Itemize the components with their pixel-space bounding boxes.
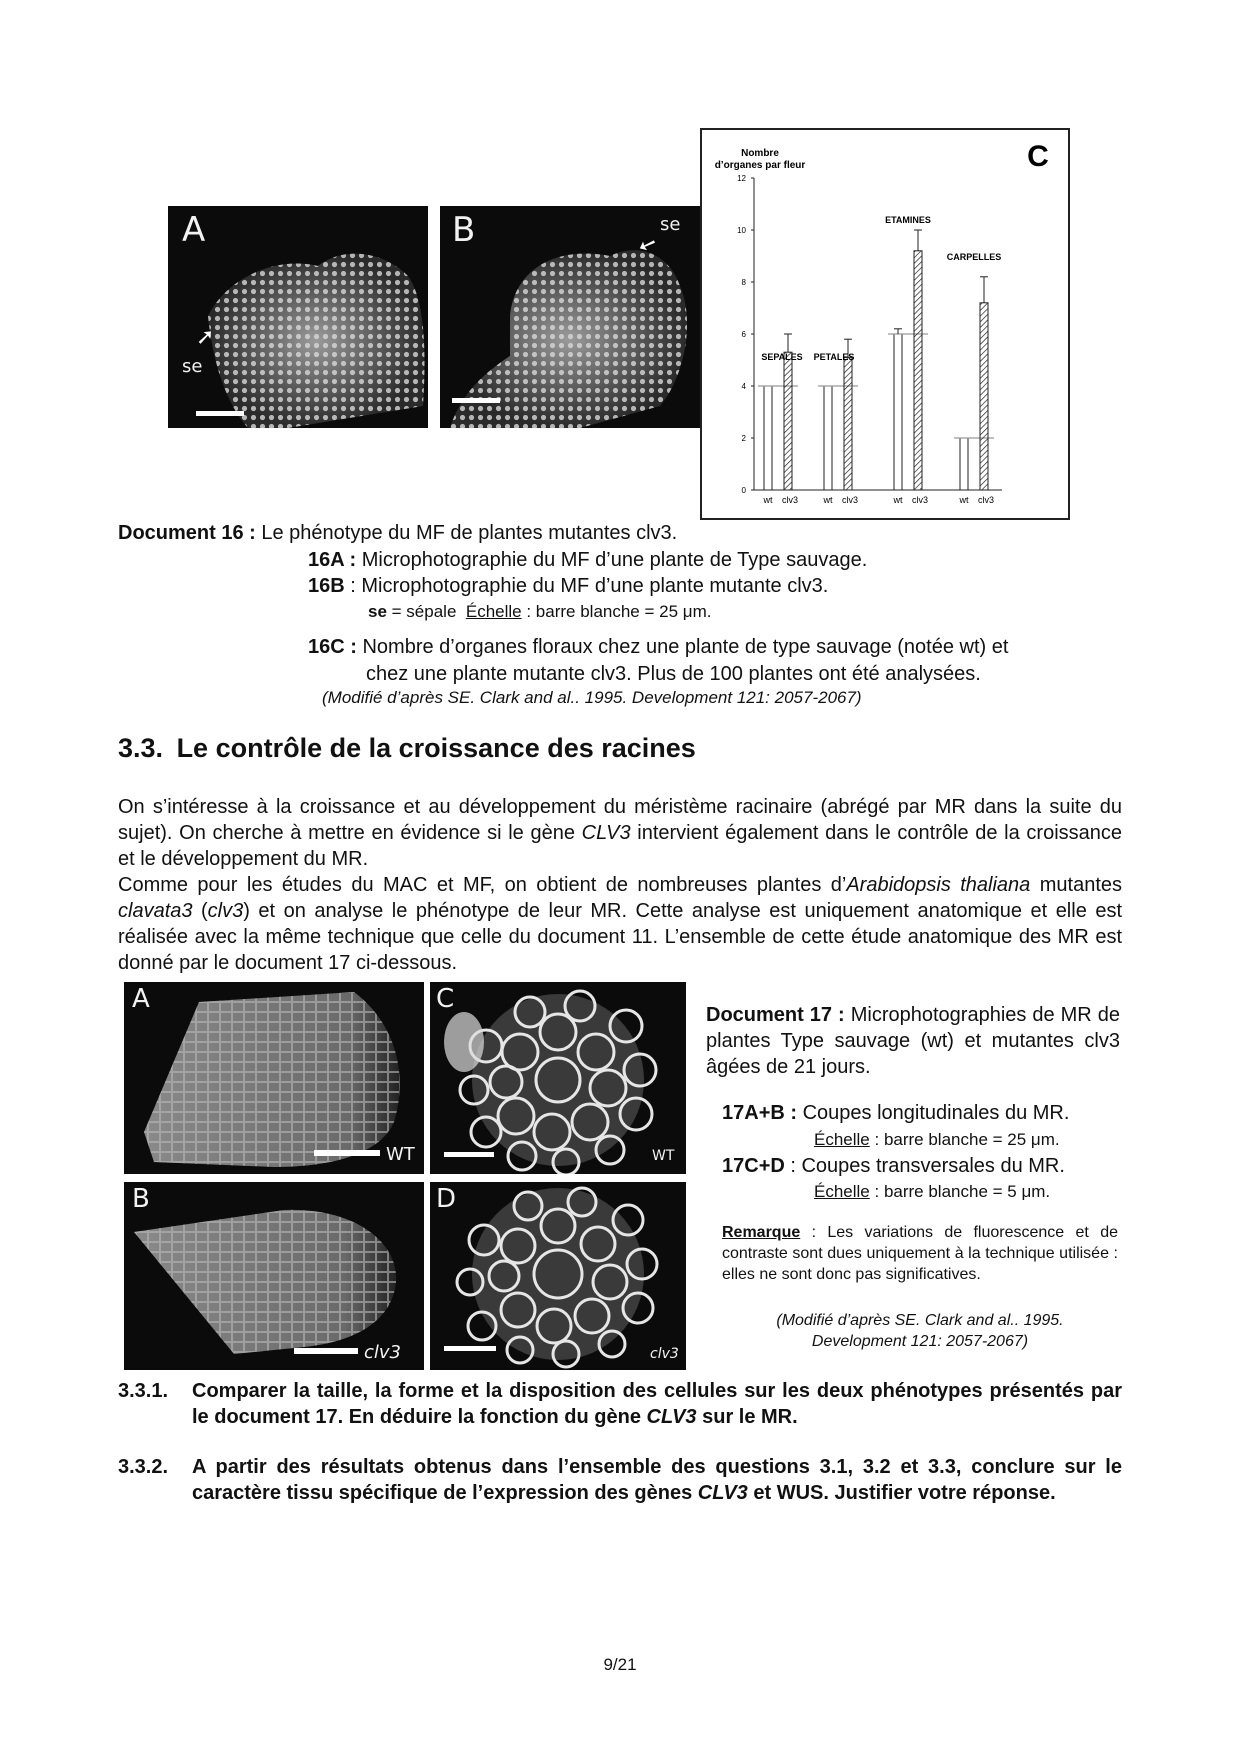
question-number: 3.3.2. [118, 1456, 169, 1478]
micrograph-17d [430, 1182, 686, 1370]
intro-paragraph-1 [118, 794, 1122, 872]
doc17-heading [706, 1002, 1120, 1080]
doc17-cd-caption [722, 1153, 1132, 1179]
doc17-ab-caption [722, 1100, 1132, 1126]
x-label-wt: wt [893, 495, 903, 505]
panel-letter-d: D [436, 1184, 457, 1214]
doc16-a-caption [308, 547, 1108, 573]
scale-text: : barre blanche = 25 μm. [874, 1130, 1060, 1149]
intro-p2-d: ) et on analyse le phénotype de leur MR. Cette analyse est uniquement anatomique et elle est réalisée avec la même technique que celle du document 11. L’ensemble de cette étude anatomique des MR est donné par le document 17 ci-dessous. [118, 900, 1123, 974]
arrow-icon: ➚ [196, 324, 215, 349]
micrograph-17a [124, 982, 424, 1174]
micrograph-17a-image [124, 982, 424, 1174]
tag-clv3: clv3 [364, 1342, 402, 1363]
scale-word: Échelle [814, 1182, 870, 1201]
doc16-source-text: (Modifié d’après SE. Clark and al.. 1995. Development 121: 2057-2067) [322, 688, 862, 707]
doc17-remark [722, 1222, 1118, 1285]
bar-clv3 [844, 357, 852, 490]
micrograph-16a-image [168, 206, 428, 428]
intro-paragraph-2 [118, 872, 1122, 976]
question-text-b: sur le MR. [696, 1406, 798, 1428]
intro-p1-gene: CLV3 [581, 822, 631, 844]
panel-letter-b: B [132, 1184, 150, 1214]
doc16-c-caption-2 [366, 661, 1126, 687]
question-text [192, 1378, 1122, 1430]
question-text-a: Comparer la taille, la forme et la disposition des cellules sur les deux phénotypes présentés par le document 17. En déduire la fonction du gène [192, 1380, 1122, 1428]
question-gene: CLV3 [646, 1406, 697, 1428]
panel-letter-a: A [132, 984, 150, 1014]
doc16-label: Document 16 : [118, 522, 256, 544]
micrograph-16b [440, 206, 700, 428]
intro-p2-b: mutantes [1030, 874, 1122, 896]
y-tick-label: 10 [737, 226, 746, 235]
doc16-c-text-2: chez une plante mutante clv3. Plus de 100 plantes ont été analysées. [366, 663, 981, 685]
intro-p2-c: ( [192, 900, 208, 922]
micrograph-17d-image [430, 1182, 686, 1370]
doc16-b-label: 16B [308, 575, 345, 597]
se-key: se [368, 602, 387, 621]
y-tick-label: 12 [737, 174, 746, 183]
bar-clv3 [784, 352, 792, 490]
doc17-label: Document 17 : [706, 1004, 845, 1026]
bar-clv3 [980, 303, 988, 490]
tag-clv3: clv3 [650, 1346, 679, 1362]
y-tick-label: 8 [741, 278, 746, 287]
doc17-ab-scale [814, 1129, 1134, 1151]
tag-wt: WT [386, 1144, 415, 1165]
doc17-source-1: (Modifié d’après SE. Clark and al.. 1995. [776, 1312, 1064, 1329]
doc17-cd-scale [814, 1181, 1134, 1203]
y-tick-label: 2 [741, 434, 746, 443]
question-gene: CLV3 [697, 1482, 748, 1504]
doc16-c-label: 16C : [308, 636, 357, 658]
section-title-text: Le contrôle de la croissance des racines [176, 733, 696, 763]
category-label: ETAMINES [885, 215, 931, 225]
tag-wt: WT [652, 1148, 675, 1164]
scale-word: Échelle [465, 602, 522, 621]
category-label: SEPALES [761, 352, 803, 362]
question-332 [118, 1454, 1122, 1506]
doc17-title: Microphotographies de MR de plantes Type sauvage (wt) et mutantes clv3 âgées de 21 jours. [706, 1004, 1121, 1078]
arrow-icon: ➚ [634, 230, 660, 261]
doc16-b-text: : Microphotographie du MF d’une plante mutante clv3. [350, 575, 829, 597]
intro-p2-mutant: clavata3 [118, 900, 193, 922]
x-label-wt: wt [823, 495, 833, 505]
doc17-ab-text: Coupes longitudinales du MR. [802, 1102, 1070, 1124]
category-label: PETALES [813, 352, 855, 362]
question-number: 3.3.1. [118, 1380, 169, 1402]
doc16-c-text-1: Nombre d’organes floraux chez une plante de type sauvage (notée wt) et [362, 636, 1009, 658]
bar-wt [894, 334, 902, 490]
scale-word: Échelle [814, 1130, 870, 1149]
se-label: se [182, 356, 203, 377]
doc16-a-label: 16A : [308, 549, 357, 571]
doc16-source [322, 687, 1122, 709]
doc16-a-text: Microphotographie du MF d’une plante de Type sauvage. [361, 549, 868, 571]
question-text-a: A partir des résultats obtenus dans l’ensemble des questions 3.1, 3.2 et 3.3, conclure sur le caractère tissu spécifique de l’expression des gènes [192, 1456, 1122, 1504]
intro-p2-a: Comme pour les études du MAC et MF, on obtient de nombreuses plantes d’ [118, 874, 847, 896]
intro-p2-abbr: clv3 [207, 900, 244, 922]
micrograph-17c-image [430, 982, 686, 1174]
doc17-ab-label: 17A+B : [722, 1102, 798, 1124]
se-label: se [660, 214, 681, 235]
micrograph-17b [124, 1182, 424, 1370]
panel-letter-a: A [182, 210, 206, 250]
bar-wt [824, 386, 832, 490]
micrograph-17c [430, 982, 686, 1174]
y-tick-label: 0 [741, 486, 746, 495]
intro-p2-species: Arabidopsis thaliana [846, 874, 1031, 896]
doc16-c-caption [308, 634, 1128, 660]
remark-text: : Les variations de fluorescence et de contraste sont dues uniquement à la technique utilisée : elles ne sont donc pas significatives. [722, 1224, 1118, 1283]
micrograph-16b-image [440, 206, 700, 428]
section-number: 3.3. [118, 733, 164, 763]
page-number: 9/21 [603, 1655, 637, 1674]
doc16-scale-note [368, 601, 1068, 623]
doc17-source [722, 1310, 1118, 1352]
doc16-title: Le phénotype du MF de plantes mutantes clv3. [261, 522, 678, 544]
y-tick-label: 6 [741, 330, 746, 339]
bar-wt [764, 386, 772, 490]
intro-p1-b: intervient également dans le contrôle de la croissance et le développement du MR. [118, 822, 1123, 870]
doc17-cd-label: 17C+D [722, 1155, 785, 1177]
x-label-clv3: clv3 [977, 495, 995, 505]
panel-letter-b: B [452, 210, 476, 250]
question-331 [118, 1378, 1122, 1430]
x-label-clv3: clv3 [841, 495, 859, 505]
category-label: CARPELLES [946, 252, 1002, 262]
scale-text: : barre blanche = 25 μm. [526, 602, 712, 621]
question-text [192, 1454, 1122, 1506]
chart-16c-svg [702, 130, 1068, 518]
scale-text: : barre blanche = 5 μm. [874, 1182, 1051, 1201]
bar-wt [960, 438, 968, 490]
doc17-cd-text: : Coupes transversales du MR. [790, 1155, 1065, 1177]
bar-clv3 [914, 251, 922, 490]
chart-16c [700, 128, 1070, 520]
micrograph-16a [168, 206, 428, 428]
se-def: = sépale [391, 602, 457, 621]
y-axis-title-2: d’organes par fleur [714, 160, 806, 171]
doc17-source-2: Development 121: 2057-2067) [811, 1333, 1029, 1350]
doc16-heading [118, 520, 1118, 546]
x-label-clv3: clv3 [911, 495, 929, 505]
section-title [118, 731, 1118, 765]
y-axis-title-1: Nombre [741, 148, 779, 159]
panel-letter-c: C [1027, 140, 1049, 173]
doc16-b-caption [308, 573, 1108, 599]
panel-letter-c: C [436, 984, 455, 1014]
question-text-b: et WUS. Justifier votre réponse. [747, 1482, 1056, 1504]
x-label-clv3: clv3 [781, 495, 799, 505]
remark-word: Remarque [722, 1224, 801, 1241]
y-tick-label: 4 [741, 382, 746, 391]
intro-p1-a: On s’intéresse à la croissance et au développement du méristème racinaire (abrégé par MR dans la suite du sujet). On cherche à mettre en évidence si le gène [118, 796, 1122, 844]
x-label-wt: wt [763, 495, 773, 505]
x-label-wt: wt [959, 495, 969, 505]
